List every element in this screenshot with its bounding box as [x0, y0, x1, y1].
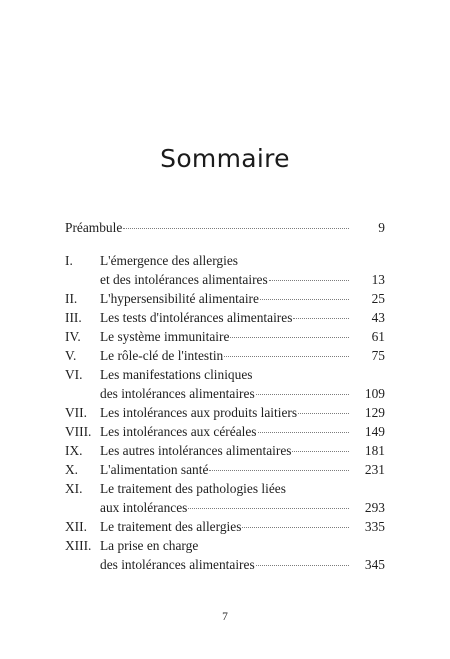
- chapter-title-line: Les manifestations cliniques: [100, 367, 253, 382]
- chapter-number: V.: [65, 348, 77, 363]
- chapter-number: III.: [65, 310, 82, 325]
- page-reference: 75: [371, 348, 385, 363]
- dot-leader: [269, 279, 349, 281]
- chapter-number: VIII.: [65, 424, 92, 439]
- dot-leader: [123, 227, 349, 229]
- page-reference: 109: [364, 386, 385, 401]
- page-reference: 43: [371, 310, 385, 325]
- page-reference: 9: [378, 220, 385, 235]
- chapter-title-line: Le rôle-clé de l'intestin: [100, 348, 224, 363]
- page-reference: 13: [371, 272, 385, 287]
- page-reference: 231: [364, 462, 385, 477]
- page-reference: 345: [364, 557, 385, 572]
- chapter-title-line: La prise en charge: [100, 538, 199, 553]
- chapter-title-line: des intolérances alimentaires: [100, 386, 255, 401]
- chapter-title-line: L'hypersensibilité alimentaire: [100, 291, 259, 306]
- chapter-number: XII.: [65, 519, 87, 534]
- page-number: 7: [222, 611, 228, 623]
- chapter-number: IV.: [65, 329, 81, 344]
- dot-leader: [256, 393, 349, 395]
- dot-leader: [209, 469, 349, 471]
- dot-leader: [242, 526, 349, 528]
- chapter-title-line: Le traitement des allergies: [100, 519, 242, 534]
- chapter-title-line: et des intolérances alimentaires: [100, 272, 268, 287]
- page-reference: 181: [364, 443, 385, 458]
- toc-entry: [65, 308, 385, 327]
- page-reference: 25: [371, 291, 385, 306]
- toc-entry: [65, 365, 385, 403]
- chapter-title-line: L'alimentation santé: [100, 462, 209, 477]
- chapter-title-line: Les intolérances aux céréales: [100, 424, 257, 439]
- toc-entry: [65, 289, 385, 308]
- dot-leader: [256, 564, 349, 566]
- chapter-number: VI.: [65, 367, 83, 382]
- chapter-title-line: des intolérances alimentaires: [100, 557, 255, 572]
- chapter-title-line: Les autres intolérances alimentaires: [100, 443, 292, 458]
- page-reference: 129: [364, 405, 385, 420]
- chapter-number: X.: [65, 462, 79, 477]
- chapter-title-line: L'émergence des allergies: [100, 253, 238, 268]
- toc-entry: [65, 218, 385, 237]
- chapter-number: II.: [65, 291, 78, 306]
- page-title: Sommaire: [160, 144, 290, 173]
- dot-leader: [258, 431, 349, 433]
- toc-entry: [65, 536, 385, 574]
- chapter-number: XIII.: [65, 538, 92, 553]
- dot-leader: [188, 507, 349, 509]
- chapter-number: IX.: [65, 443, 83, 458]
- chapter-title-line: Le traitement des pathologies liées: [100, 481, 286, 496]
- chapter-number: I.: [65, 253, 73, 268]
- toc-entry: [65, 346, 385, 365]
- chapter-title-line: Préambule: [65, 220, 123, 235]
- chapter-title-line: Les intolérances aux produits laitiers: [100, 405, 298, 420]
- dot-leader: [292, 450, 349, 452]
- page-reference: 293: [364, 500, 385, 515]
- toc-entry: [65, 517, 385, 536]
- chapter-title-line: aux intolérances: [100, 500, 188, 515]
- chapter-number: VII.: [65, 405, 87, 420]
- chapter-title-line: Le système immunitaire: [100, 329, 230, 344]
- dot-leader: [260, 298, 349, 300]
- chapter-title-line: Les tests d'intolérances alimentaires: [100, 310, 293, 325]
- toc-entry: [65, 403, 385, 422]
- dot-leader: [224, 355, 349, 357]
- toc-entry: [65, 327, 385, 346]
- toc-entry: [65, 460, 385, 479]
- toc-entry: [65, 479, 385, 517]
- dot-leader: [298, 412, 349, 414]
- page-reference: 61: [371, 329, 385, 344]
- toc-entry: [65, 251, 385, 289]
- toc-entry: [65, 422, 385, 441]
- toc-entry: [65, 441, 385, 460]
- dot-leader: [293, 317, 349, 319]
- page-reference: 149: [364, 424, 385, 439]
- page-reference: 335: [364, 519, 385, 534]
- dot-leader: [230, 336, 349, 338]
- chapter-number: XI.: [65, 481, 83, 496]
